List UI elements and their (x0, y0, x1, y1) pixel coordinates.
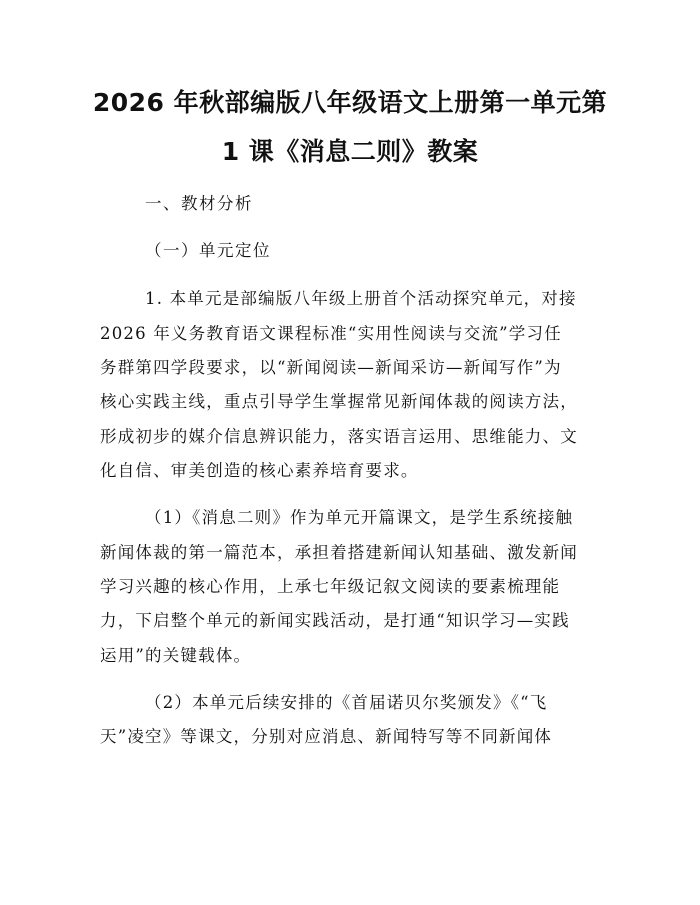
paragraph-1-line-2: 2026 年义务教育语文课程标准“实用性阅读与交流”学习任 (100, 324, 562, 343)
section-heading-teaching-material-analysis: 一、教材分析 (145, 194, 253, 213)
paragraph-1-line-1: 1. 本单元是部编版八年级上册首个活动探究单元，对接 (145, 289, 577, 308)
paragraph-2-line-1: （1）《消息二则》作为单元开篇课文，是学生系统接触 (145, 508, 574, 527)
paragraph-3-line-1: （2）本单元后续安排的《首届诺贝尔奖颁发》《“飞 (145, 693, 548, 712)
paragraph-1-line-5: 形成初步的媒介信息辨识能力，落实语言运用、思维能力、文 (100, 427, 578, 446)
subsection-heading-unit-positioning: （一）单元定位 (145, 241, 271, 260)
paragraph-2-line-4: 力，下启整个单元的新闻实践活动，是打通“知识学习—实践 (100, 611, 570, 630)
document-title-line-2: 1 课《消息二则》教案 (221, 137, 479, 166)
paragraph-1-line-3: 务群第四学段要求，以“新闻阅读—新闻采访—新闻写作”为 (100, 358, 562, 377)
paragraph-1-line-4: 核心实践主线，重点引导学生掌握常见新闻体裁的阅读方法， (100, 392, 578, 411)
document-title-line-1: 2026 年秋部编版八年级语文上册第一单元第 (92, 88, 608, 117)
paragraph-1-line-6: 化自信、审美创造的核心素养培育要求。 (100, 461, 419, 480)
paragraph-3-line-2: 天”凌空》等课文，分别对应消息、新闻特写等不同新闻体 (100, 727, 553, 746)
paragraph-2-line-5: 运用”的关键载体。 (100, 646, 252, 665)
paragraph-2-line-3: 学习兴趣的核心作用，上承七年级记叙文阅读的要素梳理能 (100, 577, 561, 596)
paragraph-2-line-2: 新闻体裁的第一篇范本，承担着搭建新闻认知基础、激发新闻 (100, 543, 578, 562)
